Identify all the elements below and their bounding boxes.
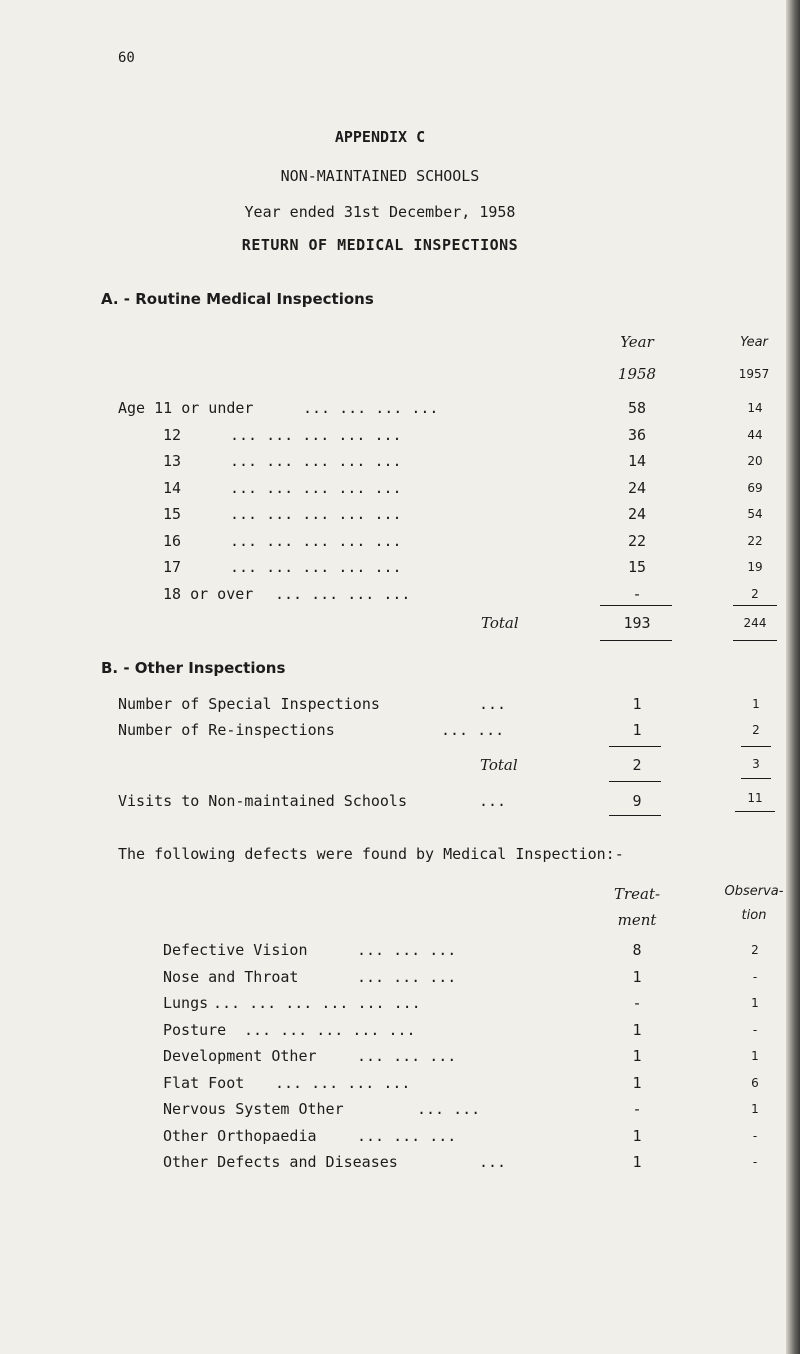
age-row-label: 14	[163, 478, 182, 497]
col-1957-label: Year	[740, 335, 768, 350]
col-treatment-line2: ment	[617, 911, 657, 929]
age-row-value-1958: 36	[627, 425, 647, 444]
b-total-rule-1957	[741, 746, 771, 747]
age-row-label: 18 or over	[163, 584, 254, 603]
age-row-dots: ... ... ... ... ...	[230, 505, 402, 523]
col-treatment-line1: Treat-	[613, 885, 661, 903]
age-row-label: 15	[163, 505, 182, 523]
defect-row-label: Flat Foot	[163, 1073, 245, 1092]
visits-underline-1958	[609, 815, 661, 816]
defect-row-dots: ... ... ...	[357, 967, 457, 986]
col-1958-year: 1958	[617, 365, 657, 383]
age-row-value-1957: 20	[747, 454, 763, 468]
visits-1958: 9	[632, 792, 642, 810]
defect-row-treatment: -	[632, 994, 642, 1012]
total-underline-1957	[733, 640, 777, 641]
age-row-value-1957: 54	[747, 507, 763, 521]
defect-row-label: Defective Vision	[163, 941, 308, 959]
col-observation-line1: Observa-	[724, 884, 784, 899]
inspection-row-label: Number of Special Inspections	[118, 695, 380, 713]
defect-row-label: Posture	[163, 1020, 227, 1039]
defect-row-label: Other Defects and Diseases	[163, 1153, 398, 1171]
section-a-total-1958: 193	[623, 614, 651, 632]
defect-row-treatment: -	[632, 1100, 642, 1118]
total-underline-1958	[600, 640, 672, 641]
age-row-value-1958: 22	[627, 531, 647, 550]
visits-underline-1957	[735, 811, 775, 812]
age-row-label: 16	[163, 531, 182, 550]
defect-row-dots: ...	[479, 1153, 507, 1171]
defect-row-dots: ... ... ... ...	[275, 1073, 411, 1092]
defect-row-observation: -	[752, 1128, 758, 1143]
b-total-rule-1958	[609, 746, 661, 747]
defect-row-treatment: 1	[632, 967, 642, 986]
visits-1957: 11	[747, 791, 763, 805]
defect-row-label: Nose and Throat	[163, 967, 299, 986]
section-a-total-1957: 244	[743, 616, 767, 630]
defect-row-treatment: 1	[632, 1047, 642, 1065]
total-rule-1957	[733, 605, 777, 606]
section-b-total-1958: 2	[632, 756, 642, 774]
age-row-value-1958: 14	[627, 452, 647, 470]
age-row-value-1957: 14	[747, 401, 763, 415]
total-rule-1958	[600, 605, 672, 606]
inspection-row-value-1957: 2	[752, 723, 760, 737]
inspection-row-label: Number of Re-inspections	[118, 721, 335, 739]
defect-row-observation: -	[752, 969, 758, 984]
age-row-value-1958: 58	[627, 399, 647, 417]
age-row-label: 12	[163, 425, 182, 444]
section-a-title: A. - Routine Medical Inspections	[101, 290, 374, 308]
defect-row-label: Other Orthopaedia	[163, 1126, 317, 1145]
defect-row-dots: ... ... ... ... ... ...	[213, 994, 421, 1012]
visits-label: Visits to Non-maintained Schools	[118, 792, 407, 810]
defect-row-dots: ... ... ...	[357, 941, 457, 959]
defect-row-treatment: 8	[632, 941, 642, 959]
defect-row-observation: 1	[751, 1049, 759, 1063]
age-row-dots: ... ... ... ...	[275, 584, 411, 603]
document-title: NON-MAINTAINED SCHOOLS	[280, 167, 480, 185]
col-1957-year: 1957	[738, 367, 770, 381]
inspection-row-value-1958: 1	[632, 695, 642, 713]
age-row-label: Age 11 or under	[118, 399, 254, 417]
age-row-dots: ... ... ... ... ...	[230, 558, 402, 576]
section-b-title: B. - Other Inspections	[101, 659, 286, 677]
age-row-value-1957: 19	[747, 560, 763, 574]
defect-row-dots: ... ... ...	[357, 1126, 457, 1145]
age-row-value-1957: 2	[751, 586, 759, 601]
defect-row-observation: 1	[751, 1102, 759, 1116]
defect-row-observation: 2	[751, 943, 759, 957]
page-number: 60	[118, 50, 135, 66]
age-row-value-1957: 44	[747, 427, 763, 442]
age-row-label: 13	[163, 452, 182, 470]
age-row-value-1958: -	[632, 584, 642, 603]
defect-row-observation: 6	[751, 1075, 759, 1090]
defect-row-treatment: 1	[632, 1073, 642, 1092]
b-total-underline-1957	[741, 778, 771, 779]
defect-row-treatment: 1	[632, 1126, 642, 1145]
b-total-underline-1958	[609, 781, 661, 782]
age-row-dots: ... ... ... ...	[303, 399, 439, 417]
visits-dots: ...	[479, 792, 507, 810]
defects-intro: The following defects were found by Medical Inspection:-	[118, 845, 624, 863]
document-subtitle: Year ended 31st December, 1958	[244, 203, 516, 221]
age-row-value-1958: 24	[627, 478, 647, 497]
age-row-value-1958: 24	[627, 505, 647, 523]
defect-row-label: Development Other	[163, 1047, 317, 1065]
age-row-value-1957: 69	[747, 480, 763, 495]
section-heading: RETURN OF MEDICAL INSPECTIONS	[241, 236, 519, 254]
col-observation-line2: tion	[741, 908, 767, 923]
defect-row-label: Nervous System Other	[163, 1100, 344, 1118]
defect-row-dots: ... ...	[417, 1100, 481, 1118]
defect-row-observation: -	[752, 1155, 758, 1169]
defect-row-observation: 1	[751, 996, 759, 1010]
age-row-dots: ... ... ... ... ...	[230, 478, 402, 497]
inspection-row-value-1957: 1	[752, 697, 760, 711]
age-row-value-1958: 15	[627, 558, 647, 576]
inspection-row-dots: ...	[479, 695, 507, 713]
defect-row-observation: -	[752, 1022, 758, 1037]
section-b-total-1957: 3	[752, 757, 760, 771]
age-row-label: 17	[163, 558, 182, 576]
age-row-dots: ... ... ... ... ...	[230, 452, 402, 470]
inspection-row-value-1958: 1	[632, 721, 642, 739]
age-row-dots: ... ... ... ... ...	[230, 531, 402, 550]
defect-row-label: Lungs	[163, 994, 209, 1012]
defect-row-treatment: 1	[632, 1153, 642, 1171]
section-a-total-label: Total	[481, 614, 519, 632]
appendix-title: APPENDIX C	[334, 128, 426, 146]
defect-row-dots: ... ... ... ... ...	[244, 1020, 416, 1039]
page-edge-shadow	[786, 0, 800, 1354]
col-1958-label: Year	[620, 333, 654, 351]
defect-row-dots: ... ... ...	[357, 1047, 457, 1065]
inspection-row-dots: ... ...	[441, 721, 505, 739]
section-b-total-label: Total	[480, 756, 518, 774]
age-row-value-1957: 22	[747, 533, 763, 548]
defect-row-treatment: 1	[632, 1020, 642, 1039]
age-row-dots: ... ... ... ... ...	[230, 425, 402, 444]
